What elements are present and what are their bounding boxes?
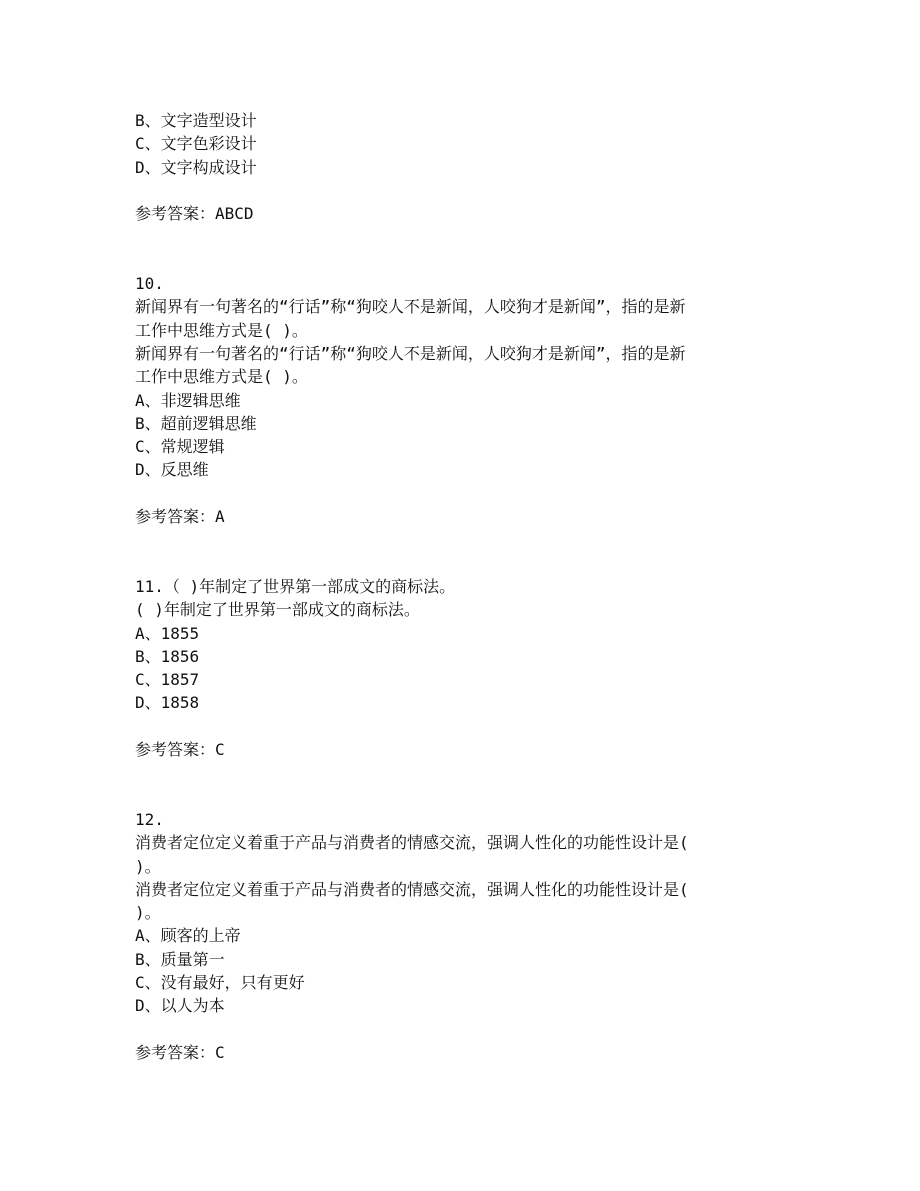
option-d: D、文字构成设计 xyxy=(135,157,257,177)
option-b: B、1856 xyxy=(135,646,200,666)
option-d: D、1858 xyxy=(135,693,200,713)
option-a: A、顾客的上帝 xyxy=(135,926,241,946)
question-stem-line: 新闻界有一句著名的“行话”称“狗咬人不是新闻，人咬狗才是新闻”，指的是新 xyxy=(135,297,686,317)
prev-question xyxy=(135,109,795,225)
option-b: B、超前逻辑思维 xyxy=(135,413,257,433)
question-stem-line: 工作中思维方式是( )。 xyxy=(135,320,308,340)
question-stem-line: 工作中思维方式是( )。 xyxy=(135,367,308,387)
reference-answer: 参考答案：C xyxy=(135,1042,225,1062)
reference-answer: 参考答案：ABCD xyxy=(135,204,254,224)
question-stem-line: 新闻界有一句著名的“行话”称“狗咬人不是新闻，人咬狗才是新闻”，指的是新 xyxy=(135,343,686,363)
option-c: C、文字色彩设计 xyxy=(135,134,257,154)
option-d: D、反思维 xyxy=(135,460,209,480)
question-stem-line: 消费者定位定义着重于产品与消费者的情感交流，强调人性化的功能性设计是( xyxy=(135,833,689,853)
question-stem-line: ( )年制定了世界第一部成文的商标法。 xyxy=(135,600,420,620)
question-number: 11.（ )年制定了世界第一部成文的商标法。 xyxy=(135,576,456,596)
option-b: B、文字造型设计 xyxy=(135,111,257,130)
option-b: B、质量第一 xyxy=(135,949,225,969)
option-c: C、没有最好，只有更好 xyxy=(135,972,305,992)
question-11 xyxy=(135,575,795,761)
question-stem-line: 消费者定位定义着重于产品与消费者的情感交流，强调人性化的功能性设计是( xyxy=(135,879,689,899)
question-stem-line: )。 xyxy=(135,903,161,923)
option-d: D、以人为本 xyxy=(135,996,225,1016)
option-c: C、1857 xyxy=(135,670,200,690)
option-c: C、常规逻辑 xyxy=(135,437,225,457)
option-a: A、非逻辑思维 xyxy=(135,390,241,410)
question-stem-line: )。 xyxy=(135,856,161,876)
question-12 xyxy=(135,808,795,1064)
question-number: 10. xyxy=(135,274,164,294)
document-page xyxy=(135,109,795,1064)
reference-answer: 参考答案：C xyxy=(135,740,225,760)
question-10 xyxy=(135,272,795,528)
question-number: 12. xyxy=(135,809,164,829)
reference-answer: 参考答案：A xyxy=(135,507,225,527)
option-a: A、1855 xyxy=(135,623,200,643)
